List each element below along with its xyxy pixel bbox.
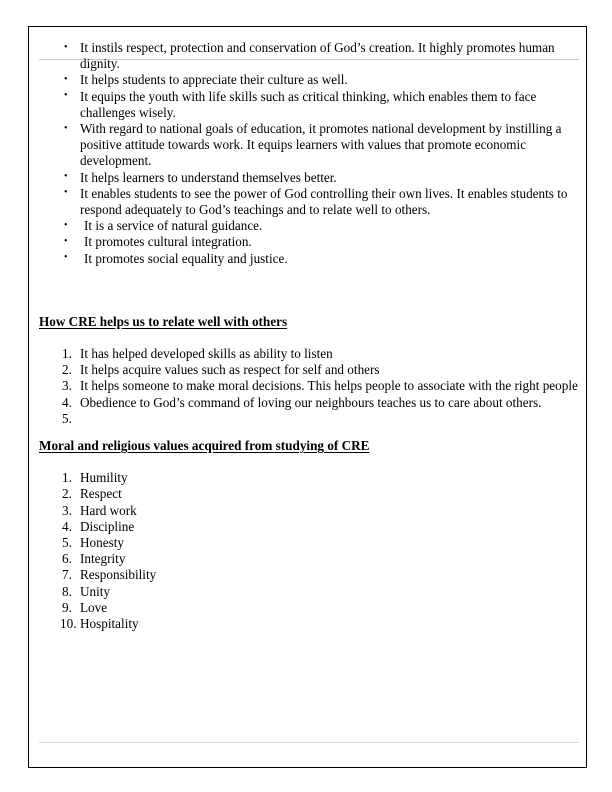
- numbered-item: [39, 346, 579, 362]
- numbered-item: [39, 567, 579, 583]
- numbered-item: [39, 535, 579, 551]
- list-marker: 4.: [62, 518, 72, 534]
- list-marker: 6.: [62, 551, 72, 567]
- heading-how-cre-helps-relate: How CRE helps us to relate well with others: [39, 313, 288, 329]
- list-marker: 10.: [60, 616, 77, 632]
- numbered-item: [39, 378, 579, 394]
- numbered-item: [39, 486, 579, 502]
- numbered-item: [39, 470, 579, 486]
- section-spacer: [39, 267, 579, 314]
- numbered-item-text: It helps acquire values such as respect for self and others: [80, 362, 380, 378]
- numbered-item-text: Responsibility: [80, 567, 157, 583]
- numbered-item-text: Hard work: [80, 502, 137, 518]
- bullet-item: • It promotes cultural integration.: [39, 234, 579, 250]
- heading-moral-religious-values: Moral and religious values acquired from studying of CRE: [39, 438, 370, 454]
- list-marker: 1.: [62, 470, 72, 486]
- values-numbered-list: [39, 470, 579, 632]
- document-body: [39, 40, 579, 632]
- numbered-item-text: Honesty: [80, 535, 124, 551]
- list-marker: 8.: [62, 583, 72, 599]
- list-marker: 3.: [62, 502, 72, 518]
- section-spacer: [39, 427, 579, 438]
- list-marker: 4.: [62, 394, 72, 410]
- numbered-item: [39, 503, 579, 519]
- heading-spacer: [39, 454, 579, 470]
- numbered-item: [39, 362, 579, 378]
- bullet-item: • With regard to national goals of education, it promotes national development by instilling a positive attitude towards work. It equips learners with values that promote economic development.: [39, 121, 579, 170]
- numbered-item-text: Respect: [80, 486, 122, 502]
- list-marker: 1.: [62, 346, 72, 362]
- numbered-item-text: Obedience to God’s command of loving our neighbours teaches us to care about others.: [80, 394, 542, 410]
- numbered-item-text: Love: [80, 599, 108, 615]
- bullet-item: • It equips the youth with life skills such as critical thinking, which enables them to face challenges wisely.: [39, 89, 579, 121]
- numbered-item: [39, 600, 579, 616]
- bullet-item: • It is a service of natural guidance.: [39, 218, 579, 234]
- numbered-item-text: It has helped developed skills as ability to listen: [80, 346, 333, 362]
- numbered-item-text: Discipline: [80, 518, 135, 534]
- bullet-item: • It helps students to appreciate their culture as well.: [39, 72, 579, 88]
- bullet-item: • It promotes social equality and justice.: [39, 251, 579, 267]
- bullet-item: • It helps learners to understand themselves better.: [39, 170, 579, 186]
- list-marker: 2.: [62, 486, 72, 502]
- list-marker: 3.: [62, 378, 72, 394]
- numbered-item-text: Unity: [80, 583, 111, 599]
- numbered-item: [39, 395, 579, 411]
- numbered-item-text: Hospitality: [80, 616, 139, 632]
- numbered-item-text: Integrity: [80, 551, 126, 567]
- relate-numbered-list: [39, 346, 579, 427]
- benefits-bullet-list: [39, 40, 579, 267]
- numbered-item: [39, 616, 579, 632]
- numbered-item-text: It helps someone to make moral decisions. This helps people to associate with the right people: [80, 378, 578, 394]
- list-marker: 7.: [62, 567, 72, 583]
- numbered-item-text: Humility: [80, 470, 128, 486]
- bullet-item: • It enables students to see the power of God controlling their own lives. It enables students to respond adequately to God’s teachings and to relate well to others.: [39, 186, 579, 218]
- footer-separator-rule: [39, 742, 579, 743]
- numbered-item: [39, 519, 579, 535]
- numbered-item: [39, 584, 579, 600]
- document-page: [28, 26, 587, 768]
- list-marker: 5.: [62, 535, 72, 551]
- list-marker: 2.: [62, 362, 72, 378]
- numbered-item: [39, 551, 579, 567]
- bullet-item: • It instils respect, protection and conservation of God’s creation. It highly promotes human dignity.: [39, 40, 579, 72]
- numbered-item: [39, 411, 579, 427]
- list-marker: 5.: [62, 410, 72, 426]
- list-marker: 9.: [62, 599, 72, 615]
- heading-spacer: [39, 330, 579, 346]
